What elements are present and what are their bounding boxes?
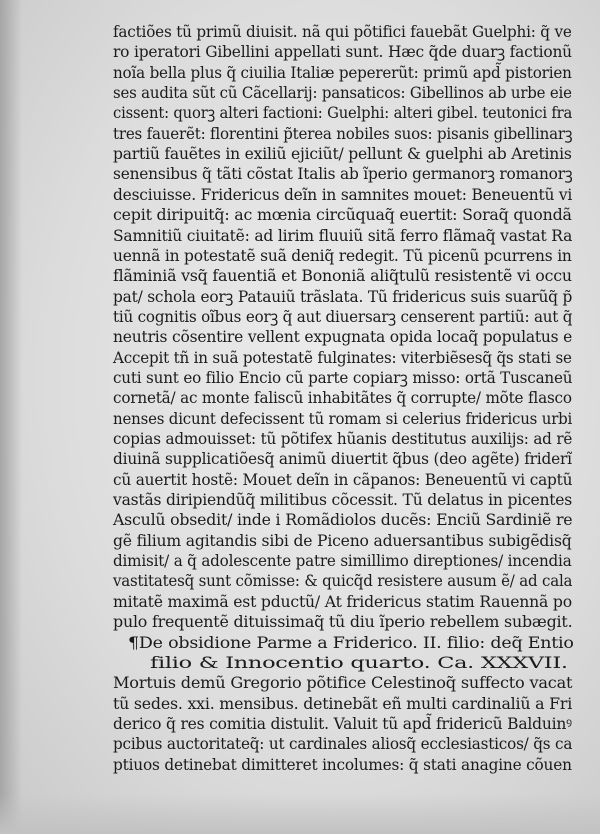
text-line: neutris cõsentire vellent expugnata opida locaq̃ populatus e (113, 328, 573, 347)
text-line: Accepit tñ in suã potestatẽ fulginates: viterbiẽsesq̃ q̃s stati se (113, 348, 572, 367)
text-line: pulo frequentẽ dituissimaq̃ tũ diu ĩperio rebellem subægit. (113, 613, 573, 632)
text-line: cũ auertit hostẽ: Mouet deĩn in cãpanos: Beneuentũ vi captũ (113, 470, 573, 489)
text-line: Asculũ obsedit/ inde i Romãdiolos ducẽs: Enciũ Sardiniẽ re (113, 511, 573, 530)
text-line: tiũ cognitis oĩbus eorꝫ q̃ aut diuersarꝫ censerent partiũ: aut q̃ (113, 307, 573, 326)
text-line: factiões tũ primũ diuisit. nã qui põtifici fauebãt Guelphi: q̃ ve (113, 23, 572, 41)
text-line: senensibus q̃ tãti cõstat Italis ab ĩperio germanorꝫ romanorꝫ (113, 165, 573, 184)
text-line: cissent: quorꝫ alteri factioni: Guelphi: alteri gibel. teutonici fra (113, 104, 573, 123)
text-line: gẽ filium agitandis sibi de Piceno aduersantibus subigẽdisq̃ (113, 531, 572, 550)
text-line: cornetã/ ac monte faliscũ inhabitãtes q̃ corrupte/ mõte flasco (113, 389, 572, 408)
text-line: pcibus auctoritateq̃: ut cardinales aliosq̃ ecclesiasticos/ q̃s ca (113, 735, 573, 754)
page-bottom-shadow (0, 794, 600, 834)
chapter-heading: filio & Innocentio quarto. Ca. XXXVII. (150, 653, 568, 672)
text-line: vastãs diripiendũq̃ militibus cõcessit. Tũ delatus in picentes (113, 491, 573, 510)
chapter-heading: ¶De obsidione Parme a Friderico. II. filio: deq̃ Entio (128, 633, 574, 652)
page-edge-shadow (0, 0, 22, 834)
text-line: cuti sunt eo filio Encio cũ parte copiarꝫ misso: ortã Tuscaneũ (113, 368, 573, 387)
text-line: Mortuis demũ Gregorio põtifice Celestinoq̃ suffecto vacat (113, 674, 573, 693)
text-line: derico q̃ res comitia distulit. Valuit tũ apd̃ fridericũ Balduinꝰ (113, 714, 572, 733)
text-line: desciuisse. Fridericus deĩn in samnites mouet: Beneuentũ vi (113, 185, 573, 204)
text-line: ro iperatori Gibellini appellati sunt. Hæc q̃de duarꝫ factionũ (113, 43, 572, 62)
text-line: ses audita sũt cũ Cãcellarij: pansaticos: Gibellinos ab urbe eie (113, 84, 572, 103)
text-line: vastitatesq̃ sunt cõmisse: & quicq̃d resistere ausum ẽ/ ad cala (113, 572, 573, 591)
text-line: tũ sedes. xxi. mensibus. detinebãt eñ multi cardinaliũ a Fri (113, 694, 573, 713)
text-line: tres fauerẽt: florentini p̃terea nobiles suos: pisanis gibellinarꝫ (113, 124, 573, 143)
text-line: pat/ schola eorꝫ Patauiũ trãslata. Tũ fridericus suis suarũq̃ p̃ (113, 287, 573, 306)
text-line: cepit diripuitq̃: ac mœnia circũquaq̃ euertit: Soraq̃ quondã (113, 206, 572, 225)
text-line: diuinã supplicatiõesq̃ animũ diuertit q̃bus (deo agẽte) friderĩ (113, 450, 572, 469)
text-line: copias admouisset: tũ põtifex hũanis destitutus auxilijs: ad rẽ (113, 430, 573, 448)
text-line: ptiuos detinebat dimitteret incolumes: q̃ stati anagine cõuen (113, 755, 572, 774)
text-line: flãminiã vsq̃ fauentiã et Bononiã aliq̃tulũ resistentẽ vi occu (113, 267, 572, 286)
text-line: dimisit/ a q̃ adolescente patre simillimo direptiones/ incendia (113, 552, 572, 571)
text-line: uennã in potestatẽ suã deniq̃ redegit. Tũ picenũ pcurrens in (113, 246, 572, 265)
text-line: Samnitiũ ciuitatẽ: ad lirim fluuiũ sitã ferro flãmaq̃ vastat Ra (113, 226, 573, 245)
text-line: noĩa bella plus q̃ ciuilia Italiæ pepererũt: primũ apd̃ pistorien (113, 63, 572, 82)
text-line: partiũ fauẽtes in exiliũ ejiciũt/ pellunt & guelphi ab Aretinis (113, 145, 572, 164)
text-line: nenses dicunt defecissent tũ romam si celerius fridericus urbi (113, 409, 573, 428)
text-line: mitatẽ maximã est pductũ/ At fridericus statim Rauennã po (113, 592, 572, 611)
